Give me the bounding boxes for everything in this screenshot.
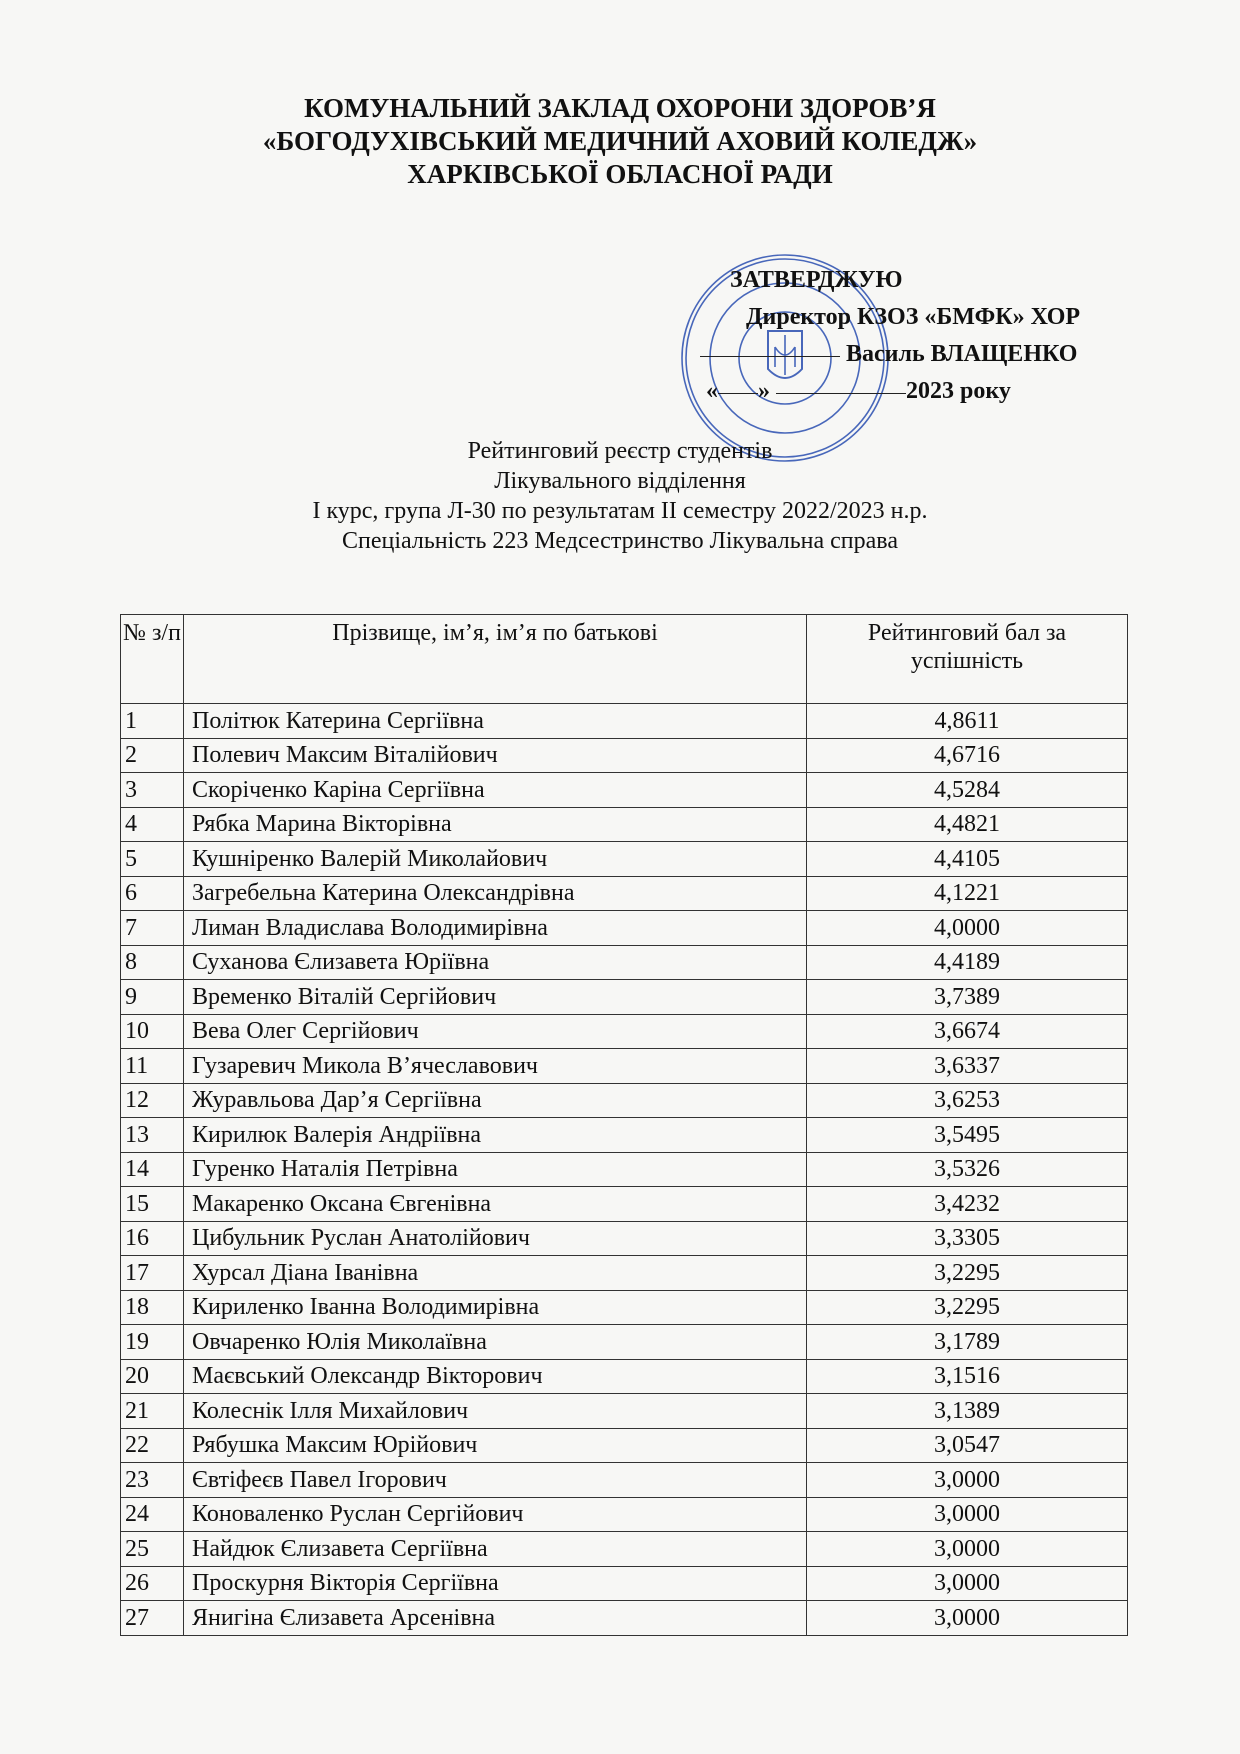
header-num: № з/п bbox=[121, 615, 184, 704]
row-number: 7 bbox=[121, 911, 184, 946]
subtitle-line-4: Спеціальність 223 Медсестринство Лікувальна справа bbox=[342, 528, 898, 554]
table-row bbox=[121, 1014, 1128, 1049]
table-row bbox=[121, 1221, 1128, 1256]
row-rating-score: 3,2295 bbox=[807, 1256, 1128, 1291]
table-row bbox=[121, 945, 1128, 980]
row-rating-score: 4,6716 bbox=[807, 738, 1128, 773]
approval-director-title: Директор КЗОЗ «БМФК» ХОР bbox=[746, 304, 1081, 330]
row-number: 6 bbox=[121, 876, 184, 911]
subtitle-line-3: І курс, група Л-30 по результатам ІІ семестру 2022/2023 н.р. bbox=[312, 498, 928, 524]
table-row bbox=[121, 980, 1128, 1015]
row-student-name: Найдюк Єлизавета Сергіївна bbox=[184, 1532, 807, 1567]
row-number: 22 bbox=[121, 1428, 184, 1463]
row-number: 26 bbox=[121, 1566, 184, 1601]
table-row bbox=[121, 704, 1128, 739]
row-number: 17 bbox=[121, 1256, 184, 1291]
row-student-name: Коноваленко Руслан Сергійович bbox=[184, 1497, 807, 1532]
row-rating-score: 3,1789 bbox=[807, 1325, 1128, 1360]
row-rating-score: 3,6337 bbox=[807, 1049, 1128, 1084]
row-student-name: Маєвський Олександр Вікторович bbox=[184, 1359, 807, 1394]
date-year: 2023 року bbox=[906, 378, 1011, 404]
signature-blank bbox=[700, 356, 840, 357]
row-rating-score: 4,4105 bbox=[807, 842, 1128, 877]
row-student-name: Колеснік Ілля Михайлович bbox=[184, 1394, 807, 1429]
table-row bbox=[121, 1187, 1128, 1222]
row-rating-score: 4,5284 bbox=[807, 773, 1128, 808]
row-student-name: Кушніренко Валерій Миколайович bbox=[184, 842, 807, 877]
row-rating-score: 3,0000 bbox=[807, 1463, 1128, 1498]
rating-table bbox=[120, 614, 1128, 1636]
row-student-name: Рябка Марина Вікторівна bbox=[184, 807, 807, 842]
row-rating-score: 3,0000 bbox=[807, 1601, 1128, 1636]
row-student-name: Янигіна Єлизавета Арсенівна bbox=[184, 1601, 807, 1636]
row-student-name: Скоріченко Каріна Сергіївна bbox=[184, 773, 807, 808]
row-number: 9 bbox=[121, 980, 184, 1015]
table-row bbox=[121, 1532, 1128, 1567]
row-number: 2 bbox=[121, 738, 184, 773]
table-body bbox=[121, 704, 1128, 1636]
table-row bbox=[121, 1083, 1128, 1118]
table-row bbox=[121, 1359, 1128, 1394]
table-row bbox=[121, 1394, 1128, 1429]
institution-line-3: ХАРКІВСЬКОЇ ОБЛАСНОЇ РАДИ bbox=[407, 159, 833, 189]
row-rating-score: 3,2295 bbox=[807, 1290, 1128, 1325]
row-rating-score: 3,5495 bbox=[807, 1118, 1128, 1153]
table-row bbox=[121, 1566, 1128, 1601]
table-header-row bbox=[121, 615, 1128, 704]
row-number: 13 bbox=[121, 1118, 184, 1153]
row-student-name: Цибульник Руслан Анатолійович bbox=[184, 1221, 807, 1256]
row-student-name: Вева Олег Сергійович bbox=[184, 1014, 807, 1049]
date-open-quote: « bbox=[706, 378, 718, 404]
institution-line-2: «БОГОДУХІВСЬКИЙ МЕДИЧНИЙ АХОВИЙ КОЛЕДЖ» bbox=[262, 126, 978, 156]
institution-line-1: КОМУНАЛЬНИЙ ЗАКЛАД ОХОРОНИ ЗДОРОВ’Я bbox=[304, 93, 936, 123]
institution-header bbox=[0, 92, 1240, 191]
row-number: 18 bbox=[121, 1290, 184, 1325]
approval-block bbox=[700, 262, 1170, 410]
table-row bbox=[121, 807, 1128, 842]
approval-title: ЗАТВЕРДЖУЮ bbox=[730, 267, 903, 293]
row-student-name: Політюк Катерина Сергіївна bbox=[184, 704, 807, 739]
date-month-blank bbox=[776, 393, 906, 394]
row-number: 3 bbox=[121, 773, 184, 808]
row-rating-score: 3,3305 bbox=[807, 1221, 1128, 1256]
row-rating-score: 3,6674 bbox=[807, 1014, 1128, 1049]
row-student-name: Євтіфеєв Павел Ігорович bbox=[184, 1463, 807, 1498]
row-number: 27 bbox=[121, 1601, 184, 1636]
table-row bbox=[121, 1463, 1128, 1498]
table-row bbox=[121, 1256, 1128, 1291]
row-student-name: Журавльова Дар’я Сергіївна bbox=[184, 1083, 807, 1118]
table-row bbox=[121, 876, 1128, 911]
date-close-quote: » bbox=[758, 378, 770, 404]
row-rating-score: 3,1389 bbox=[807, 1394, 1128, 1429]
row-rating-score: 3,6253 bbox=[807, 1083, 1128, 1118]
table-row bbox=[121, 1290, 1128, 1325]
table-row bbox=[121, 1428, 1128, 1463]
registry-subtitle bbox=[0, 436, 1240, 556]
row-student-name: Гузаревич Микола В’ячеславович bbox=[184, 1049, 807, 1084]
row-rating-score: 4,4189 bbox=[807, 945, 1128, 980]
row-rating-score: 3,0547 bbox=[807, 1428, 1128, 1463]
header-name: Прізвище, ім’я, ім’я по батькові bbox=[184, 615, 807, 704]
row-student-name: Кирилюк Валерія Андріївна bbox=[184, 1118, 807, 1153]
row-student-name: Лиман Владислава Володимирівна bbox=[184, 911, 807, 946]
table-row bbox=[121, 1325, 1128, 1360]
row-number: 25 bbox=[121, 1532, 184, 1567]
row-rating-score: 4,1221 bbox=[807, 876, 1128, 911]
row-number: 15 bbox=[121, 1187, 184, 1222]
row-student-name: Кириленко Іванна Володимирівна bbox=[184, 1290, 807, 1325]
table-row bbox=[121, 1049, 1128, 1084]
row-student-name: Хурсал Діана Іванівна bbox=[184, 1256, 807, 1291]
row-student-name: Рябушка Максим Юрійович bbox=[184, 1428, 807, 1463]
approval-director-name: Василь ВЛАЩЕНКО bbox=[846, 341, 1078, 367]
row-number: 4 bbox=[121, 807, 184, 842]
row-number: 12 bbox=[121, 1083, 184, 1118]
row-number: 20 bbox=[121, 1359, 184, 1394]
row-rating-score: 3,5326 bbox=[807, 1152, 1128, 1187]
row-student-name: Временко Віталій Сергійович bbox=[184, 980, 807, 1015]
table-row bbox=[121, 1152, 1128, 1187]
table-row bbox=[121, 773, 1128, 808]
subtitle-line-2: Лікувального відділення bbox=[494, 468, 746, 494]
row-rating-score: 3,0000 bbox=[807, 1497, 1128, 1532]
row-rating-score: 4,0000 bbox=[807, 911, 1128, 946]
approval-date-line bbox=[700, 373, 1170, 410]
row-student-name: Проскурня Вікторія Сергіївна bbox=[184, 1566, 807, 1601]
table-row bbox=[121, 1601, 1128, 1636]
row-number: 1 bbox=[121, 704, 184, 739]
row-number: 24 bbox=[121, 1497, 184, 1532]
row-student-name: Загребельна Катерина Олександрівна bbox=[184, 876, 807, 911]
row-number: 11 bbox=[121, 1049, 184, 1084]
row-rating-score: 4,4821 bbox=[807, 807, 1128, 842]
row-student-name: Гуренко Наталія Петрівна bbox=[184, 1152, 807, 1187]
row-number: 10 bbox=[121, 1014, 184, 1049]
row-student-name: Суханова Єлизавета Юріївна bbox=[184, 945, 807, 980]
row-number: 23 bbox=[121, 1463, 184, 1498]
row-rating-score: 3,0000 bbox=[807, 1566, 1128, 1601]
approval-signature-line bbox=[700, 336, 1170, 373]
row-rating-score: 4,8611 bbox=[807, 704, 1128, 739]
row-rating-score: 3,1516 bbox=[807, 1359, 1128, 1394]
row-rating-score: 3,7389 bbox=[807, 980, 1128, 1015]
row-rating-score: 3,4232 bbox=[807, 1187, 1128, 1222]
table-row bbox=[121, 1497, 1128, 1532]
header-score: Рейтинговий бал за успішність bbox=[807, 615, 1128, 704]
subtitle-line-1: Рейтинговий реєстр студентів bbox=[467, 438, 773, 464]
table-row bbox=[121, 1118, 1128, 1153]
row-number: 16 bbox=[121, 1221, 184, 1256]
date-day-blank bbox=[718, 393, 758, 394]
row-rating-score: 3,0000 bbox=[807, 1532, 1128, 1567]
table-row bbox=[121, 842, 1128, 877]
table-row bbox=[121, 911, 1128, 946]
row-number: 8 bbox=[121, 945, 184, 980]
row-student-name: Полевич Максим Віталійович bbox=[184, 738, 807, 773]
row-number: 19 bbox=[121, 1325, 184, 1360]
row-number: 14 bbox=[121, 1152, 184, 1187]
row-number: 21 bbox=[121, 1394, 184, 1429]
table-row bbox=[121, 738, 1128, 773]
row-student-name: Макаренко Оксана Євгенівна bbox=[184, 1187, 807, 1222]
row-number: 5 bbox=[121, 842, 184, 877]
row-student-name: Овчаренко Юлія Миколаївна bbox=[184, 1325, 807, 1360]
